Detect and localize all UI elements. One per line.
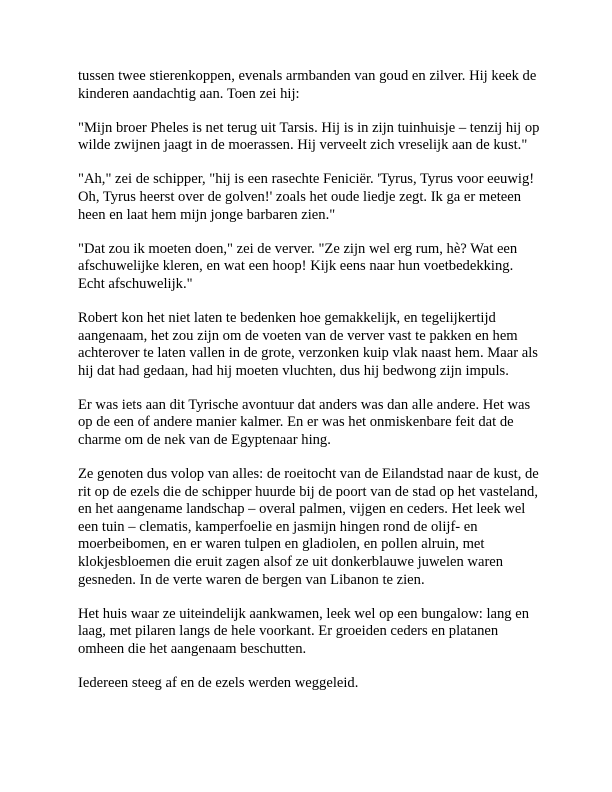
paragraph-1: tussen twee stierenkoppen, evenals armbanden van goud en zilver. Hij keek de kinderen aandachtig aan. Toen zei hij: bbox=[78, 68, 537, 102]
paragraph-3: "Ah," zei de schipper, "hij is een rasechte Feniciër. 'Tyrus, Tyrus voor eeuwig! Oh, Tyrus heerst over de golven!' zoals het oude liedje zegt. Ik ga er meteen heen en laat hem mijn jonge barbaren zien." bbox=[78, 171, 535, 223]
paragraph-7: Ze genoten dus volop van alles: de roeitocht van de Eilandstad naar de kust, de rit op de ezels die de schipper huurde bij de poort van de stad op het vasteland, en het aangename landschap – overal palmen, vijgen en ceders. Het leek wel een tuin – clematis, kamperfoelie en jasmijn hingen rond de olijf- en moerbeibomen, en er waren tulpen en gladiolen, en pollen alruin, met klokjesbloemen die eruit zagen alsof ze uit donkerblauwe juwelen waren gesneden. In de verte waren de bergen van Libanon te zien. bbox=[78, 466, 539, 588]
document-page bbox=[78, 68, 540, 709]
paragraph-8: Het huis waar ze uiteindelijk aankwamen, leek wel op een bungalow: lang en laag, met pilaren langs de hele voorkant. Er groeiden ceders en platanen omheen die het aangenaam beschutten. bbox=[78, 605, 530, 657]
paragraph-6: Er was iets aan dit Tyrische avontuur dat anders was dan alle andere. Het was op de een of andere manier kalmer. En er was het onmiskenbare feit dat de charme om de nek van de Egyptenaar hing. bbox=[78, 396, 531, 448]
paragraph-4: "Dat zou ik moeten doen," zei de verver. "Ze zijn wel erg rum, hè? Wat een afschuwelijke kleren, en wat een hoop! Kijk eens naar hun voetbedekking. Echt afschuwelijk." bbox=[78, 240, 518, 292]
paragraph-5: Robert kon het niet laten te bedenken hoe gemakkelijk, en tegelijkertijd aangenaam, het zou zijn om de voeten van de verver vast te pakken en hem achterover te laten vallen in de grote, verzonken kuip vlak naast hem. Maar als hij dat had gedaan, had hij moeten vluchten, dus hij bedwong zijn impuls. bbox=[78, 309, 538, 379]
paragraph-9: Iedereen steeg af en de ezels werden weggeleid. bbox=[78, 675, 359, 692]
paragraph-2: "Mijn broer Pheles is net terug uit Tarsis. Hij is in zijn tuinhuisje – tenzij hij op wilde zwijnen jaagt in de moerassen. Hij verveelt zich vreselijk aan de kust." bbox=[78, 119, 540, 154]
